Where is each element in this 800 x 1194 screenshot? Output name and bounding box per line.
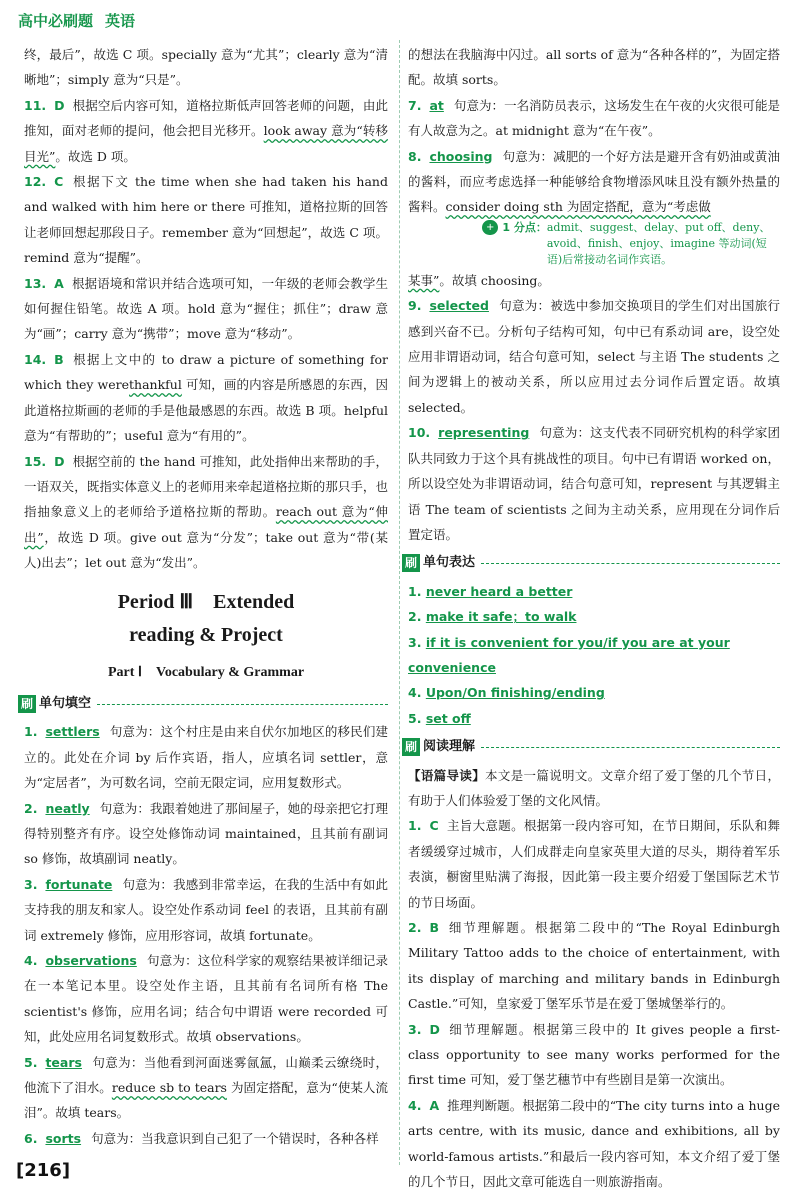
answer-item [24,169,388,271]
reading-item [408,813,780,915]
item-number: 13. [24,275,47,291]
item-answer: representing [438,425,530,441]
section-title: 单句表达 [423,555,476,571]
expression-answer: never heard a better [425,583,573,599]
item-answer: C [54,174,64,190]
tip-label: 1 分点： [502,220,547,234]
item-explanation: 细节理解题。根据第三段中的 It gives people a first-class opportunity to see many works performed for the first time 可知，爱丁堡艺穗节中有些剧目是第一次演出。 [408,1021,780,1088]
answer-item [24,271,388,347]
item-answer: settlers [45,724,100,740]
answer-item [24,449,388,576]
item-answer: D [429,1021,440,1037]
highlighted-phrase: reduce sb to tears [111,1080,227,1096]
period-title-line-2: reading & Project [129,623,283,646]
item-number: 4. [408,1097,422,1113]
reading-item [408,1093,780,1194]
answer-item [24,93,388,169]
fill-item [24,872,388,948]
guide-text: 本文是一篇说明文。文章介绍了爱丁堡的几个节日，有助于人们体验爱丁堡的文化风情。 [408,767,780,808]
item-number: 15. [24,453,47,469]
item-number: 4. [24,953,38,968]
item-explanation-end: 为固定搭配，意为“使某人流泪”。故填 tears。 [24,1080,388,1121]
fill-item [24,948,388,1050]
left-column [21,42,389,1151]
item-number: 5. [24,1054,38,1070]
item-number: 2. [24,800,38,816]
expression-item [408,630,780,681]
section-heading [402,734,780,759]
item-answer: B [429,920,439,935]
item-number: 10. [408,425,431,441]
item-explanation: 句意为：我跟着她进了那间屋子，她的母亲把它打理得特别整齐有序。设空处修饰动词 maintained，且其前有副词 so 修饰，故填副词 neatly。 [24,800,388,867]
highlighted-phrase: thankful [129,377,182,393]
item-explanation: 主旨大意题。根据第一段内容可知，在节日期间，乐队和舞者缓缓穿过城市，人们成群走向皇家英里大道的尽头，期待着军乐表演，橱窗里贴满了海报，因此第一段主要介绍爱丁堡国际艺术节的节日场面。 [408,818,780,910]
item-answer: sorts [45,1130,82,1146]
item-number: 3. [408,1021,422,1037]
highlighted-phrase: 某事” [408,272,440,288]
answer-item [24,347,388,449]
expression-item [408,706,780,731]
item-number: 11. [24,97,47,113]
item-number: 9. [408,298,422,314]
item-explanation: 根据语境和常识并结合选项可知，一年级的老师会教学生如何握住铅笔。故选 A 项。hold 意为“握住；抓住”；draw 意为“画”；carry 意为“携带”；move 意为“移动”。 [24,275,388,342]
item-explanation: 句意为：这支代表不同研究机构的科学家团队共同致力于这个具有挑战性的项目。句中已有谓语 worked on，所以设空处为非谓语动词，结合句意可知，represent 与其逻辑主语 The team of scientists 之间为主动关系，应用现在分词作后置定语。 [408,425,780,542]
section-title: 单句填空 [39,695,92,711]
reading-item [408,1017,780,1093]
item-number: 14. [24,351,47,367]
expression-item [408,579,780,604]
item-number: 4. [408,685,422,701]
item-answer: A [429,1097,440,1113]
item-explanation-end: ，故选 D 项。give out 意为“分发”；take out 意为“带(某人)出去”；let out 意为“发出”。 [24,529,388,571]
page-header [18,10,135,31]
item-explanation: 句意为：当我意识到自己犯了一个错误时，各种各样 [91,1130,379,1146]
item-number: 1. [24,724,38,740]
item-answer: D [54,453,65,469]
page-number-value: 216 [24,1160,62,1181]
period-title [24,586,388,652]
section-rule [481,562,780,564]
item-explanation: 推理判断题。根据第二段中的“The city turns into a huge arts centre, with its music, dance and exhibitions, all by world-famous artists.”和最后一段内容可知，本文介绍了爱丁堡的几个节日，因此文章可能选自一则旅游指南。 [408,1097,780,1190]
item-answer: B [54,351,64,367]
brush-icon: 刷 [402,554,420,572]
item-number: 1. [408,583,422,599]
page-number: [216] [16,1160,71,1181]
item-answer: D [54,97,65,113]
item-explanation: 句意为：减肥的一个好方法是避开含有奶油或黄油的酱料，而应考虑选择一种能够给食物增添风味且没有额外热量的酱料。 [408,148,780,215]
right-column [405,42,780,1194]
tip-note [482,220,780,268]
item-explanation: 细节理解题。根据第二段中的“The Royal Edinburgh Military Tattoo adds to the choice of entertainment, with its display of marching and military bands in Edinburgh Castle.”可知，皇家爱丁堡军乐节是在爱丁堡城堡举行的。 [408,920,780,1012]
plus-icon: + [482,220,498,235]
item-number: 8. [408,148,422,164]
item-number: 2. [408,609,422,625]
fill-item [24,719,388,795]
item-answer: fortunate [45,876,113,892]
highlighted-phrase: look away 意为“转移目光” [24,123,388,164]
expression-answer: make it safe；to walk [425,609,577,625]
highlighted-phrase: consider doing sth 为固定搭配，意为“考虑做 [445,199,711,215]
item-number: 3. [408,634,422,650]
item-explanation: 根据上文中的 to draw a picture of something for which they were [24,351,388,393]
item-explanation-end: 。故填 choosing。 [439,272,550,288]
item-answer: choosing [429,148,493,164]
series-title: 高中必刷题 [18,12,94,30]
expression-answer: set off [425,710,471,726]
item-explanation: 句意为：一名消防员表示，这场发生在午夜的火灾很可能是有人故意为之。at midnight 意为“在午夜”。 [408,97,780,139]
item-number: 3. [24,876,38,892]
item-answer: observations [45,953,137,968]
item-number: 2. [408,920,422,935]
fill-item [24,1126,388,1151]
column-divider [399,40,400,1165]
guide-label: 【语篇导读】 [408,767,486,783]
part-title: Part Ⅰ Vocabulary & Grammar [107,664,305,680]
item-explanation: 句意为：我感到非常幸运，在我的生活中有如此支持我的朋友和家人。设空处作系动词 feel 的表语，且其前有副词 extremely 修饰，应用形容词，故填 fortunate。 [24,876,388,943]
section-rule [481,746,780,748]
item-answer: A [54,275,64,291]
item-answer: C [429,818,439,834]
reading-item [408,915,780,1017]
item-explanation-end: 。故选 D 项。 [55,148,136,164]
subject-title: 英语 [105,12,136,30]
item-explanation: 根据空前的 the hand 可推知，此处指伸出来帮助的手，一语双关，既指实体意义上的老师用来牵起道格拉斯的那只手，也指抽象意义上的老师给予道格拉斯的帮助。 [24,453,388,520]
continued-text: 的想法在我脑海中闪过。all sorts of 意为“各种各样的”，为固定搭配。故填 sorts。 [408,47,780,88]
brush-icon: 刷 [402,738,420,756]
continued-text: 终，最后”，故选 C 项。specially 意为“尤其”；clearly 意为“清晰地”；simply 意为“只是”。 [24,47,388,88]
section-title: 阅读理解 [423,739,476,755]
item-number: 1. [408,818,422,834]
item-answer: selected [429,298,489,314]
highlighted-phrase: reach out 意为“伸出” [24,504,388,545]
item-number: 5. [408,710,422,726]
item-number: 7. [408,97,422,113]
fill-item [24,1050,388,1126]
fill-item [24,796,388,872]
item-explanation: 根据空后内容可知，道格拉斯低声回答老师的问题，由此推知，面对老师的提问，他会把目光移开。 [24,97,388,139]
item-explanation: 句意为：当他看到河面迷雾氤氲，山巅柔云缭绕时，他流下了泪水。 [24,1054,388,1096]
fill-item [408,293,780,420]
period-title-line-1: Period Ⅲ Extended [117,590,295,613]
passage-guide [408,763,780,814]
fill-item [408,93,780,144]
item-number: 6. [24,1130,38,1146]
item-explanation-end: 可知，画的内容是所感恩的东西，因此道格拉斯画的老师的手是他最感恩的东西。故选 B 项。helpful 意为“有帮助的”；useful 意为“有用的”。 [24,377,389,444]
item-number: 12. [24,174,47,190]
fill-item [408,144,780,220]
item-answer: tears [45,1054,82,1070]
item-answer: at [429,97,444,113]
expression-item [408,604,780,629]
fill-item [408,420,780,547]
tip-text: admit、suggest、delay、put off、deny、avoid、finish、enjoy、imagine 等动词(短语)后常接动名词作宾语。 [546,220,771,266]
brush-icon: 刷 [18,695,36,713]
item-answer: neatly [45,800,90,816]
expression-answer: if it is convenient for you/if you are at your convenience [408,634,730,675]
item-explanation: 句意为：这个村庄是由来自伏尔加地区的移民们建立的。此处在介词 by 后作宾语，指人，应填名词 settler，意为“定居者”，为可数名词，空前无限定词，应用复数形式。 [24,724,388,791]
section-heading [18,691,388,716]
expression-item [408,680,780,705]
item-explanation: 根据下文 the time when she had taken his hand and walked with him here or there 可推知，道格拉斯的回答让老师回想起那段日子。remember 意为“回想起”，故选 C 项。remind 意为“提醒”。 [24,174,388,266]
expression-answer: Upon/On finishing/ending [425,685,605,701]
section-rule [97,703,388,705]
item-explanation: 句意为：这位科学家的观察结果被详细记录在一本笔记本里。设空处作主语，且其前有名词所有格 The scientist's 修饰，应用名词；结合句中谓语 were recorded 可知，此处应用名词复数形式。故填 observations。 [24,953,388,1045]
item-explanation: 句意为：被选中参加交换项目的学生们对出国旅行感到兴奋不已。分析句子结构可知，句中已有系动词 are，设空处应用非谓语动词，结合句意可知，select 与主语 The students 之间为逻辑上的被动关系，所以应用过去分词作后置定语。故填 selected。 [408,298,780,415]
fill-item-continued [408,268,780,293]
section-heading [402,550,780,575]
